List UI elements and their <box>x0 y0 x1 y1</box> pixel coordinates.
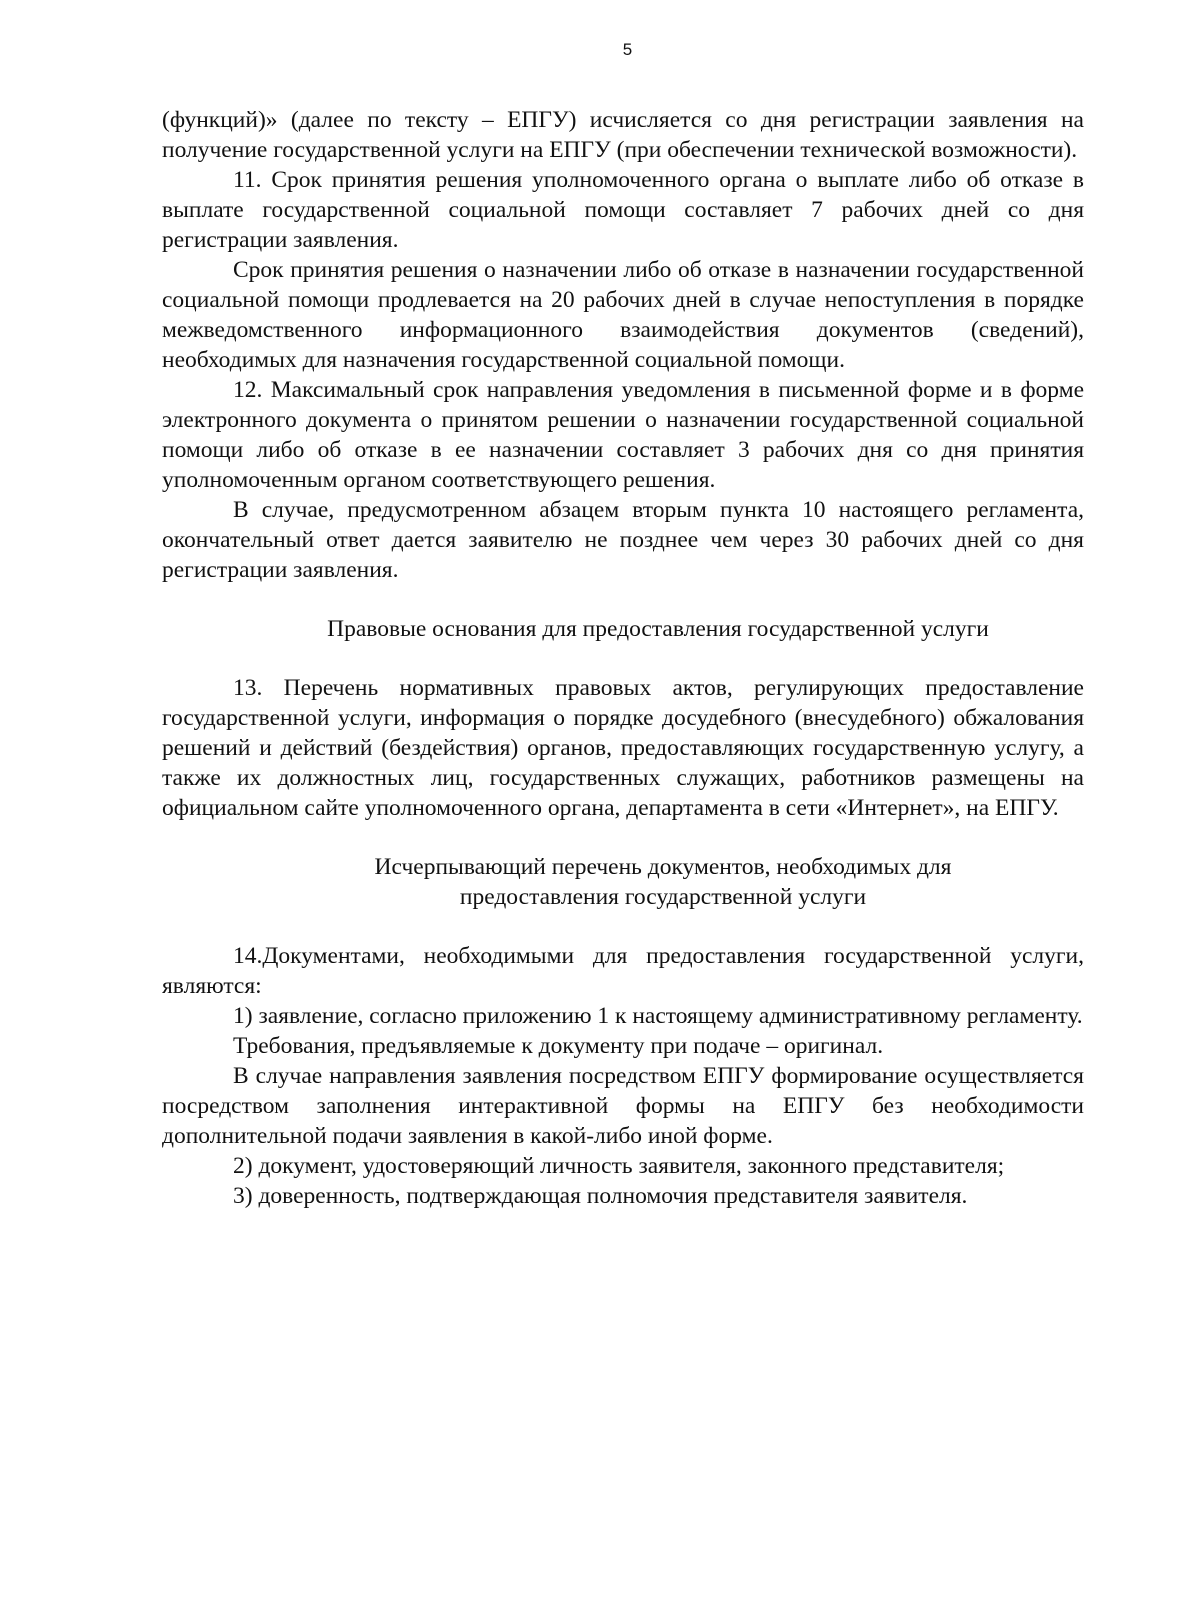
paragraph-12: 12. Максимальный срок направления уведомления в письменной форме и в форме электронного документа о принятом решении о назначении государственной социальной помощи либо об отказе в ее назначении составляет 3 рабочих дня со дня принятия уполномоченным органом соответствующего решения. <box>162 377 1084 493</box>
list-item-3: 3) доверенность, подтверждающая полномочия представителя заявителя. <box>233 1183 968 1209</box>
requirements-note: Требования, предъявляемые к документу при подаче – оригинал. <box>233 1033 884 1059</box>
epgu-note: В случае направления заявления посредством ЕПГУ формирование осуществляется посредством заполнения интерактивной формы на ЕПГУ без необходимости дополнительной подачи заявления в какой-либо иной форме. <box>162 1063 1084 1149</box>
list-item-2: 2) документ, удостоверяющий личность заявителя, законного представителя; <box>233 1153 1005 1179</box>
paragraph-14: 14.Документами, необходимыми для предоставления государственной услуги, являются: <box>162 943 1084 999</box>
section-heading-documents-line2: предоставления государственной услуги <box>459 884 867 910</box>
section-heading-legal-basis: Правовые основания для предоставления государственной услуги <box>327 616 989 642</box>
section-heading-documents-line1: Исчерпывающий перечень документов, необходимых для <box>374 854 952 880</box>
document-body <box>162 105 1084 1211</box>
paragraph-11-extension: Срок принятия решения о назначении либо об отказе в назначении государственной социальной помощи продлевается на 20 рабочих дней в случае непоступления в порядке межведомственного информационного взаимодействия документов (сведений), необходимых для назначения государственной социальной помощи. <box>162 257 1084 373</box>
paragraph-11: 11. Срок принятия решения уполномоченного органа о выплате либо об отказе в выплате государственной социальной помощи составляет 7 рабочих дней со дня регистрации заявления. <box>162 167 1084 253</box>
section-heading-documents <box>162 852 1084 912</box>
paragraph-continuation: (функций)» (далее по тексту – ЕПГУ) исчисляется со дня регистрации заявления на получение государственной услуги на ЕПГУ (при обеспечении технической возможности). <box>162 107 1084 163</box>
paragraph-13: 13. Перечень нормативных правовых актов, регулирующих предоставление государственной услуги, информация о порядке досудебного (внесудебного) обжалования решений и действий (бездействия) органов, предоставляющих государственную услугу, а также их должностных лиц, государственных служащих, работников размещены на официальном сайте уполномоченного органа, департамента в сети «Интернет», на ЕПГУ. <box>162 675 1084 821</box>
paragraph-12-case: В случае, предусмотренном абзацем вторым пункта 10 настоящего регламента, окончательный ответ дается заявителю не позднее чем через 30 рабочих дней со дня регистрации заявления. <box>162 497 1084 583</box>
list-item-1: 1) заявление, согласно приложению 1 к настоящему административному регламенту. <box>233 1003 1083 1029</box>
page-number: 5 <box>622 40 633 59</box>
